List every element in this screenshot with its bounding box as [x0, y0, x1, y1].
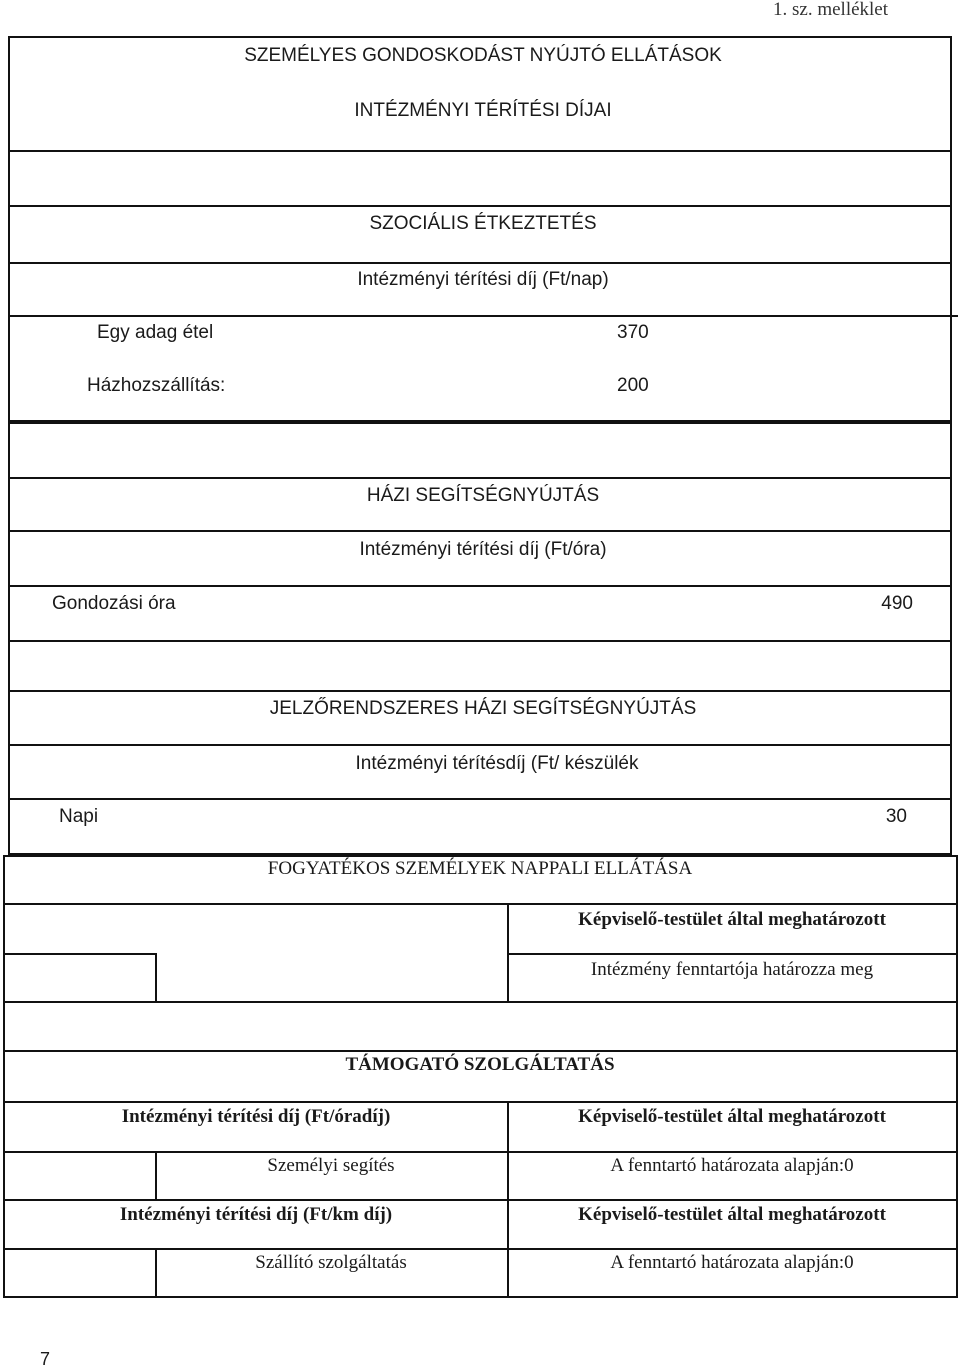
divider — [3, 953, 156, 955]
divider — [3, 1199, 958, 1201]
jelzo-box — [8, 642, 952, 855]
fogyatekos-right-1: Képviselő-testület által meghatározott — [578, 909, 886, 930]
tamogato-row-right: Képviselő-testület által meghatározott — [578, 1106, 886, 1127]
tamogato-row-right: A fenntartó határozata alapján:0 — [610, 1155, 854, 1176]
jelzo-row-value: 30 — [885, 806, 907, 827]
jelzo-subtitle: Intézményi térítésdíj (Ft/ készülék — [355, 753, 639, 774]
tamogato-row-left: Intézményi térítési díj (Ft/km díj) — [119, 1204, 393, 1225]
divider — [8, 262, 952, 264]
divider — [3, 1248, 958, 1250]
hazi-row-label: Gondozási óra — [52, 593, 176, 614]
fogyatekos-right-2: Intézmény fenntartója határozza meg — [590, 959, 874, 980]
divider — [155, 1151, 157, 1199]
divider — [507, 903, 509, 1003]
hazi-subtitle: Intézményi térítési díj (Ft/óra) — [359, 539, 607, 560]
header-title-2: INTÉZMÉNYI TÉRÍTÉSI DÍJAI — [354, 100, 612, 121]
szocialis-row-value: 370 — [617, 322, 649, 343]
tamogato-row-left: Szállító szolgáltatás — [255, 1252, 407, 1273]
divider — [8, 585, 952, 587]
divider — [3, 1050, 958, 1052]
header-title-1: SZEMÉLYES GONDOSKODÁST NYÚJTÓ ELLÁTÁSOK — [244, 45, 722, 66]
szocialis-title: SZOCIÁLIS ÉTKEZTETÉS — [369, 213, 597, 234]
divider — [507, 1101, 509, 1298]
tamogato-row-right: Képviselő-testület által meghatározott — [578, 1204, 886, 1225]
divider — [155, 953, 157, 1003]
divider — [8, 315, 958, 317]
szocialis-row-label: Házhozszállítás: — [87, 375, 226, 396]
tamogato-row-left: Személyi segítés — [267, 1155, 395, 1176]
tamogato-row-left: Intézményi térítési díj (Ft/óradíj) — [121, 1106, 391, 1127]
jelzo-title: JELZŐRENDSZERES HÁZI SEGÍTSÉGNYÚJTÁS — [269, 698, 697, 719]
hazi-title: HÁZI SEGÍTSÉGNYÚJTÁS — [366, 485, 600, 506]
divider — [8, 477, 952, 479]
divider — [8, 744, 952, 746]
divider — [8, 690, 952, 692]
divider — [3, 1151, 958, 1153]
tamogato-title: TÁMOGATÓ SZOLGÁLTATÁS — [345, 1054, 615, 1075]
jelzo-row-label: Napi — [59, 806, 99, 827]
szocialis-row-label: Egy adag étel — [97, 322, 214, 343]
tamogato-row-right: A fenntartó határozata alapján:0 — [610, 1252, 854, 1273]
fogyatekos-title: FOGYATÉKOS SZEMÉLYEK NAPPALI ELLÁTÁSA — [267, 858, 693, 879]
hazi-row-value: 490 — [881, 593, 913, 614]
divider — [3, 903, 958, 905]
divider — [8, 798, 952, 800]
divider — [3, 1101, 958, 1103]
annex-label: 1. sz. melléklet — [773, 0, 889, 20]
szocialis-subtitle: Intézményi térítési díj (Ft/nap) — [357, 269, 609, 290]
divider — [8, 530, 952, 532]
szocialis-row-value: 200 — [617, 375, 649, 396]
page-number: 7 — [40, 1349, 51, 1369]
divider — [507, 953, 958, 955]
divider — [8, 205, 952, 207]
divider — [155, 1248, 157, 1298]
